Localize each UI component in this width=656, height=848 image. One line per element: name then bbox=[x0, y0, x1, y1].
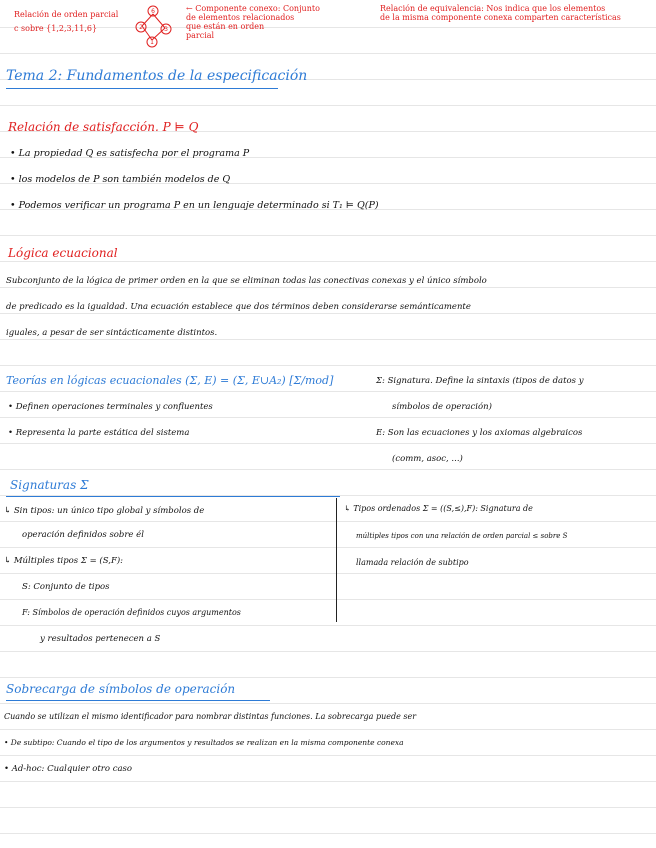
signatures-heading: Signaturas Σ bbox=[10, 478, 89, 492]
overloading-heading: Sobrecarga de símbolos de operación bbox=[6, 682, 236, 696]
cc-line-4: parcial bbox=[186, 31, 215, 40]
sig-left-4: S: Conjunto de tipos bbox=[22, 582, 110, 592]
cc-line-3: que están en orden bbox=[186, 22, 265, 31]
node-1: 1 bbox=[150, 39, 154, 46]
hasse-diagram bbox=[128, 2, 178, 50]
sig-right-2: múltiples tipos con una relación de orden parcial ≤ sobre S bbox=[356, 532, 568, 540]
order-note bbox=[14, 10, 118, 33]
equational-line-1: Subconjunto de la lógica de primer orden en la que se eliminan todas las conectivas conexas y el único símbolo bbox=[6, 276, 487, 286]
theories-heading: Teorías en lógicas ecuacionales (Σ, E) = (Σ, E∪A₂) [Σ/mod] bbox=[6, 374, 334, 387]
cc-line-1: ← Componente conexo: Conjunto bbox=[186, 4, 320, 13]
satisfaction-heading: Relación de satisfacción. P ⊨ Q bbox=[8, 120, 199, 134]
theories-right-1: Σ: Signatura. Define la sintaxis (tipos de datos y bbox=[376, 376, 584, 386]
cc-line-2: de elementos relacionados bbox=[186, 13, 295, 22]
theories-bullet-1: • Definen operaciones terminales y confluentes bbox=[8, 402, 213, 412]
equational-line-2: de predicado es la igualdad. Una ecuación establece que dos términos deben considerarse semánticamente bbox=[6, 302, 471, 312]
topic-title: Tema 2: Fundamentos de la especificación bbox=[6, 68, 308, 84]
title-underline bbox=[6, 88, 278, 89]
theories-right-4: (comm, asoc, ...) bbox=[392, 454, 463, 464]
overloading-line: Cuando se utilizan el mismo identificador para nombrar distintas funciones. La sobrecarga puede ser bbox=[4, 712, 417, 721]
connected-component-note bbox=[186, 4, 320, 40]
satisfaction-bullet-2: • los modelos de P son también modelos de Q bbox=[10, 174, 231, 185]
equivalence-note bbox=[380, 4, 621, 22]
overloading-bullet-1: • De subtipo: Cuando el tipo de los argumentos y resultados se realizan en la misma componente conexa bbox=[4, 738, 404, 747]
satisfaction-bullet-3: • Podemos verificar un programa P en un lenguaje determinado si T₁ ⊨ Q(P) bbox=[10, 200, 379, 211]
sig-right-1: ↳ Tipos ordenados Σ = ((S,≤),F): Signatura de bbox=[344, 504, 533, 513]
theories-bullet-2: • Representa la parte estática del sistema bbox=[8, 428, 190, 438]
eq-line-2: de la misma componente conexa comparten características bbox=[380, 13, 621, 22]
equational-line-3: iguales, a pesar de ser sintácticamente distintos. bbox=[6, 328, 218, 338]
signatures-rule bbox=[6, 496, 340, 497]
equational-heading: Lógica ecuacional bbox=[8, 246, 118, 260]
sig-left-6: y resultados pertenecen a S bbox=[40, 634, 161, 644]
overloading-underline bbox=[6, 700, 270, 701]
theories-right-3: E: Son las ecuaciones y los axiomas algebraicos bbox=[376, 428, 583, 438]
overloading-bullet-2: • Ad-hoc: Cualquier otro caso bbox=[4, 764, 133, 774]
node-6: 6 bbox=[151, 8, 155, 15]
sig-left-3: ↳ Múltiples tipos Σ = (S,F): bbox=[4, 556, 124, 566]
order-note-line-1: Relación de orden parcial bbox=[14, 10, 119, 19]
sig-left-2: operación definidos sobre él bbox=[22, 530, 144, 540]
satisfaction-bullet-1: • La propiedad Q es satisfecha por el programa P bbox=[10, 148, 250, 159]
theories-right-2: símbolos de operación) bbox=[392, 402, 492, 412]
signatures-divider bbox=[336, 498, 337, 622]
order-note-line-2: c sobre {1,2,3,11,6} bbox=[14, 24, 98, 33]
eq-line-1: Relación de equivalencia: Nos indica que los elementos bbox=[380, 4, 606, 13]
sig-right-3: llamada relación de subtipo bbox=[356, 558, 469, 567]
node-3: 3 bbox=[164, 26, 168, 33]
sig-left-5: F: Símbolos de operación definidos cuyos argumentos bbox=[22, 608, 241, 617]
node-2: 2 bbox=[139, 24, 143, 31]
sig-left-1: ↳ Sin tipos: un único tipo global y símbolos de bbox=[4, 506, 205, 516]
